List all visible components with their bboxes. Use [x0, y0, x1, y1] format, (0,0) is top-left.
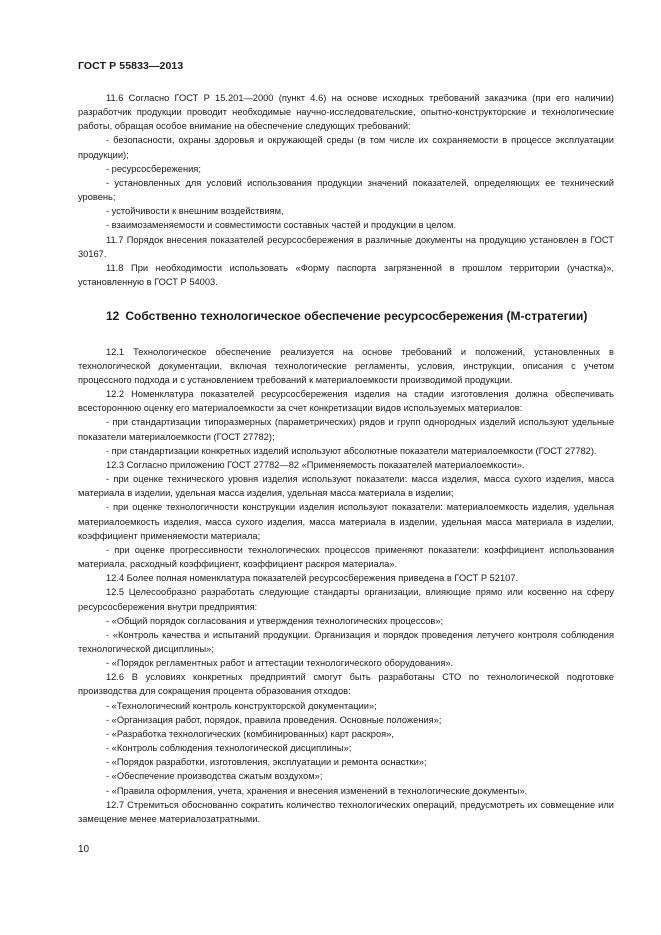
document-body: [78, 91, 614, 826]
section-number: 12: [106, 309, 120, 324]
list-item: - при оценке прогрессивности технологических процессов применяют показатели: коэффициент использования материала, расходный коэффициент, коэффициент раскроя материала».: [78, 544, 614, 570]
list-item: - «Правила оформления, учета, хранения и внесения изменений в технологические документы».: [106, 785, 528, 796]
list-item: - «Обеспечение производства сжатым воздухом»;: [106, 771, 323, 782]
paragraph-12-1: 12.1 Технологическое обеспечение реализуется на основе требований и положений, установленных в технологической документации, включая технологические регламенты, условия, инструкции, описания с учетом процессного подхода и с установлением требований к материалоемкости производимой продукции.: [78, 346, 614, 385]
paragraph-12-7: 12.7 Стремиться обоснованно сократить количество технологических операций, предусмотреть их совмещение или замещение менее материалозатратными.: [78, 799, 614, 824]
list-item: - «Организация работ, порядок, правила проведения. Основные положения»;: [106, 714, 442, 725]
list-item: - безопасности, охраны здоровья и окружающей среды (в том числе их сохраняемости в процессе эксплуатации продукции);: [78, 135, 614, 160]
paragraph-12-3: 12.3 Согласно приложению ГОСТ 27782—82 «Применяемость показателей материалоемкости».: [106, 459, 525, 470]
paragraph-12-2: 12.2 Номенклатура показателей ресурсосбережения изделия на стадии изготовления должна обеспечивать всестороннюю оценку его материалоемкости за счет конкретизации видов используемых материалов:: [78, 389, 614, 414]
list-item: - ресурсосбережения;: [106, 163, 201, 174]
list-item: - устойчивости к внешним воздействиям,: [106, 206, 284, 217]
list-item: - «Разработка технологических (комбинированных) карт раскроя»,: [106, 728, 394, 739]
list-item: - при стандартизации конкретных изделий используют абсолютные показатели материалоемкости (ГОСТ 27782).: [106, 445, 597, 456]
list-item: - «Технологический контроль конструкторской документации»;: [106, 700, 377, 711]
list-item: - установленных для условий использования продукции значений показателей, определяющих ее технический уровень;: [78, 177, 614, 203]
page-number: 10: [78, 844, 90, 855]
document-code-header: ГОСТ Р 55833—2013: [78, 60, 184, 72]
paragraph-12-4: 12.4 Более полная номенклатура показателей ресурсосбережения приведена в ГОСТ Р 52107.: [106, 573, 519, 584]
list-item: - «Общий порядок согласования и утверждения технологических процессов»;: [106, 615, 444, 626]
paragraph-11-7: 11.7 Порядок внесения показателей ресурсосбережения в различные документы на продукцию установлен в ГОСТ 30167.: [78, 234, 614, 259]
paragraph-12-6: 12.6 В условиях конкретных предприятий смогут быть разработаны СТО по технологической подготовке производства для сокращения процента образования отходов:: [78, 672, 614, 697]
list-item: - взаимозаменяемости и совместимости составных частей и продукции в целом.: [106, 220, 456, 231]
list-item: - «Порядок разработки, изготовления, эксплуатации и ремонта оснастки»;: [106, 757, 427, 768]
section-title-text: Собственно технологическое обеспечение ресурсосбережения (М-стратегии): [125, 309, 588, 324]
list-item: - при стандартизации типоразмерных (параметрических) рядов и групп однородных изделий используют удельные показатели материалоемкости (ГОСТ 27782);: [78, 417, 614, 442]
paragraph-11-6: 11.6 Согласно ГОСТ Р 15.201—2000 (пункт 4.6) на основе исходных требований заказчика (при его наличии) разработчик продукции проводит необходимые научно-исследовательские, опытно-конструкторские и технологические работы, обращая особое внимание на обеспечение следующих требований:: [78, 93, 614, 132]
list-item: - при оценке технологичности конструкции изделия используют показатели: материалоемкость изделия, удельная материалоемкость изделия, масса сухого изделия, масса материала в изделии, удельная масса материала в изделии, коэффициент применяемости материала;: [78, 502, 614, 541]
section-heading-12: [78, 308, 614, 325]
paragraph-11-8: 11.8 При необходимости использовать «Форму паспорта загрязненной в прошлом территории (участка)», установленную в ГОСТ Р 54003.: [78, 262, 614, 288]
paragraph-12-5: 12.5 Целесообразно разработать следующие стандарты организации, влияющие прямо или косвенно на сферу ресурсосбережения внутри предприятия:: [78, 587, 614, 612]
list-item: - «Контроль качества и испытаний продукции. Организация и порядок проведения летучего контроля соблюдения технологической дисциплины»;: [78, 629, 614, 654]
list-item: - «Порядок регламентных работ и аттестации технологического оборудования».: [106, 658, 454, 669]
list-item: - при оценке технического уровня изделия используют показатели: масса изделия, масса сухого изделия, масса материала в изделии, удельная масса изделия, удельная масса материала в изделии;: [78, 474, 614, 499]
list-item: - «Контроль соблюдения технологической дисциплины»;: [106, 743, 352, 754]
